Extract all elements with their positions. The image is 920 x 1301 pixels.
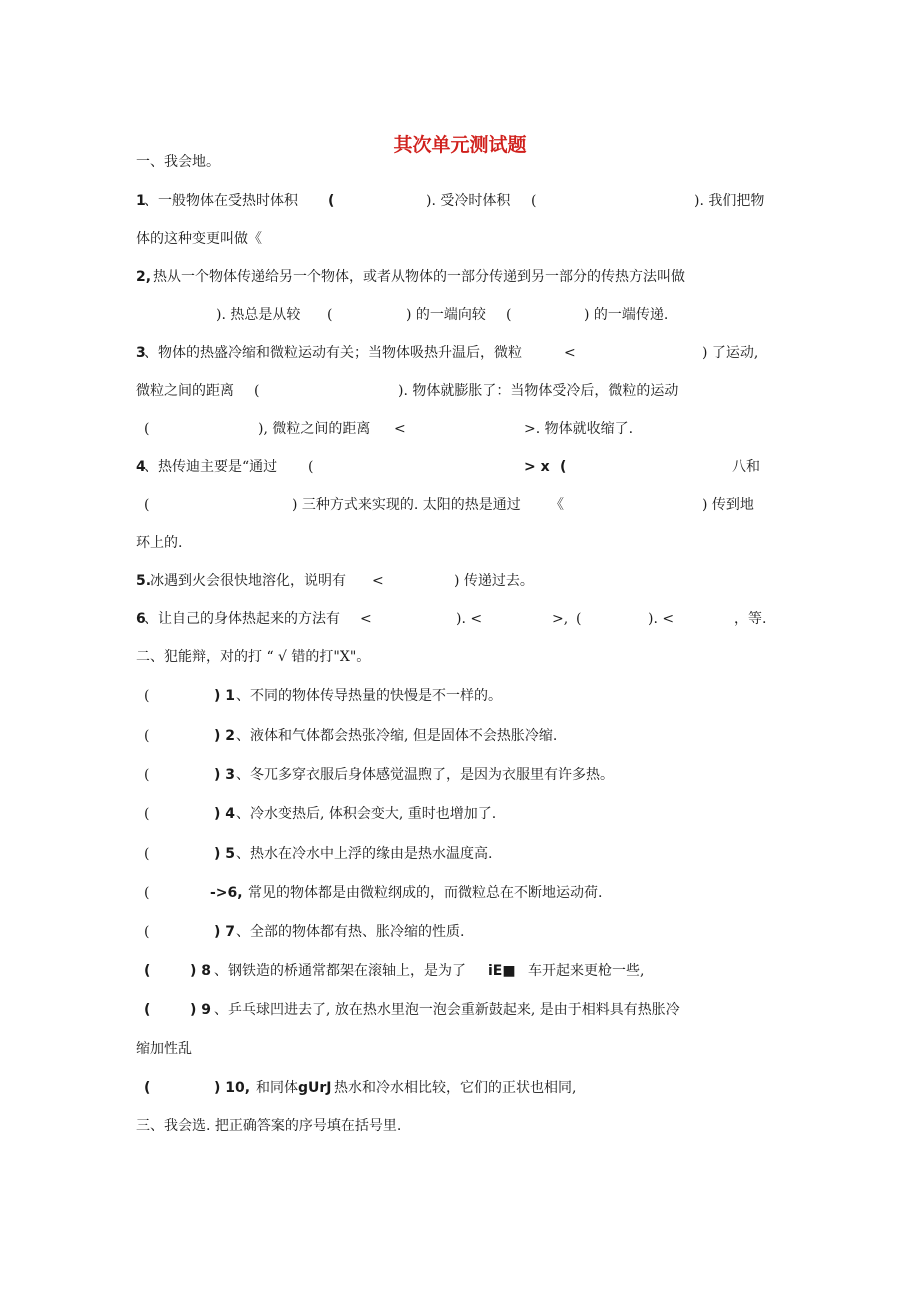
tf-item-9-cont: 缩加性乱 (136, 1041, 192, 1057)
q1-line2: 体的这种变更叫做《 (136, 231, 262, 247)
page-title: 其次单元测试题 (393, 134, 527, 156)
section1-heading: 一、我会地。 (136, 154, 220, 170)
worksheet-page: 其次单元测试题 一、我会地。 1 、一般物体在受热时体积 ( ). 受冷时体积 ( ). 我们把物 体的这种变更叫做《 2, 热从一个物体传递给另一个物体，或者从物体的一部分传递到另一部分的传热方法叫做 ). 热总是从较 ( ) 的一端向较 ( ) 的一端传递. 3 、物体的热盛冷缩和微粒运动有关；当物体吸热升温后，微粒 < ) 了运动, 微粒之间的距离 ( ). 物体就膨胀了：当物体受冷后，微粒的运动 ( ), 微粒之间的距离 < >. 物体就收缩了. 4 、热传迪主要是“通过 ( > x ( 八和 ( ) 三种方式来实现的. 太阳的热是通过 《 ) 传到地 环上的. 5. 冰遇到火会很快地溶化，说明有 < ) 传递过去。 6 、让自己的身体热起来的方法有 < ). < >, ( ). < ，等. 二、犯能辩，对的打 “ √ 错的打"X"。 ( ) 1 、不同的物体传导热量的快慢是不一样的。 ( ) 2 、液体和气体都会热张冷缩, 但是固体不会热胀冷缩. ( ) 3 、冬兀多穿衣服后身体感觉温煦了，是因为衣服里有许多热。 ( ) 4 、冷水变热后, 体积会变大, 重时也增加了. ( ) 5 、热水在冷水中上浮的缘由是热水温度高. ( ->6, 常见的物体都是由微粒纲成的，而微粒总在不断地运动荷. ( ) 7 、全部的物体都有热、胀冷缩的性质. ( ) 8 、钢铁造的桥通常都架在滚轴上，是为了 iE■ 车开起来更枪一些, ( ) 9 、乒乓球凹进去了, 放在热水里泡一泡会重新鼓起来, 是由于相料具有热胀冷 缩加性乱 ( ) 10, 和同体 gUrJ 热水和冷水相比较，它们的正状也相同, 三、我会选. 把正确答案的序号填在括号里. (0, 0, 920, 1301)
section3-heading: 三、我会选. 把正确答案的序号填在括号里. (136, 1118, 402, 1134)
q4-line3: 环上的. (136, 535, 183, 551)
section2-heading: 二、犯能辩，对的打 “ √ 错的打"X"。 (136, 649, 371, 665)
